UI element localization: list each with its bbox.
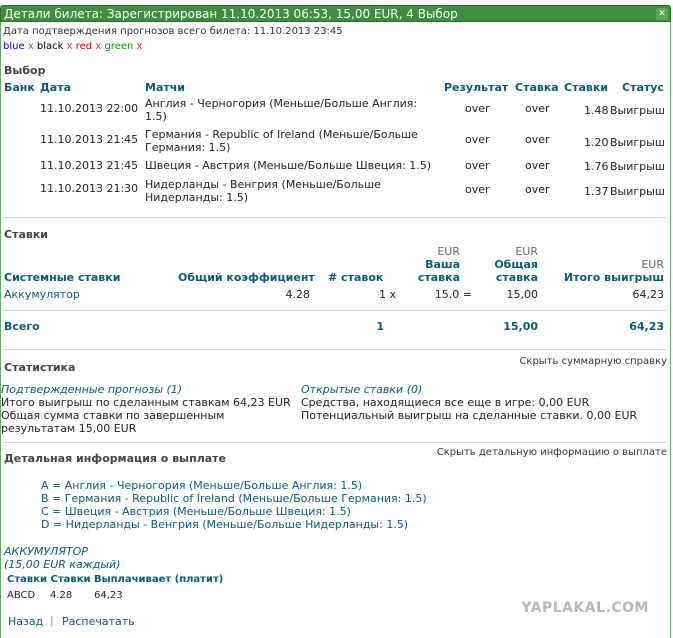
row-4-stake: over (525, 183, 550, 196)
bet-type-accumulator[interactable]: Аккумулятор (4, 288, 80, 301)
confirmed-predictions: Подтвержденные прогнозы (1) (1, 383, 183, 396)
payout-combo: ABCD (7, 590, 36, 601)
color-black-x[interactable]: x (66, 41, 73, 52)
color-red[interactable]: red (75, 41, 93, 52)
row-4-date: 11.10.2013 21:30 (40, 182, 139, 195)
bets-heading: Ставки (4, 228, 49, 241)
your-stake-label-2: ставка (417, 271, 460, 284)
open-bets: Открытые ставки (0) (301, 383, 423, 396)
row-2-odds: 1.20 (584, 136, 609, 149)
col-date: Дата (40, 81, 72, 94)
total-stake-label-1: Общая (494, 258, 538, 271)
row-3-date: 11.10.2013 21:45 (40, 159, 139, 172)
total-stake-label-2: ставка (495, 271, 538, 284)
row-3-odds: 1.76 (584, 160, 609, 173)
color-blue[interactable]: blue (3, 41, 25, 52)
accumulator-title: АККУМУЛЯТОР (4, 545, 88, 558)
row-1-match: Англия - Черногория (Меньше/Больше Англия: (145, 97, 418, 110)
row-1-stake: over (525, 102, 550, 115)
bet-total-stake: 15,00 (506, 288, 538, 301)
col-bank: Банк (4, 81, 35, 94)
watermark: YAPLAKAL.COM (521, 600, 649, 616)
col-bet-count: # ставок (328, 271, 384, 284)
window-title: Детали билета: Зарегистрирован 11.10.2013 06:53, 15,00 EUR, 4 Выбор (4, 7, 458, 21)
stats-heading: Статистика (4, 361, 76, 374)
row-4-odds: 1.37 (584, 185, 609, 198)
row-2-status: Выигрыш (610, 136, 665, 149)
total-label: Всего (4, 320, 40, 333)
legend-a: A = Англия - Черногория (Меньше/Больше Англия: 1.5) (41, 479, 363, 492)
total-count: 1 (376, 320, 384, 333)
col-result: Результат (444, 81, 509, 94)
row-2-match: Германия - Republic of Ireland (Меньше/Больше (145, 128, 418, 141)
payout-heading: Детальная информация о выплате (4, 452, 227, 465)
row-4-result: over (465, 183, 490, 196)
col-match: Матчи (145, 81, 186, 94)
row-2-stake: over (525, 133, 550, 146)
row-4-match-cont: Нидерланды: 1.5) (145, 191, 249, 204)
row-3-result: over (465, 159, 490, 172)
divider (3, 349, 666, 350)
bet-count: 1 x (378, 288, 396, 301)
total-win: 64,23 (629, 320, 664, 333)
potential-win: Потенциальный выигрыш на сделанные ставки. 0,00 EUR (301, 409, 638, 422)
print-link[interactable]: Распечатать (62, 615, 135, 628)
color-black[interactable]: black (36, 41, 64, 52)
payout-table-header: Ставки Ставки Выплачивает (платит) (7, 574, 224, 585)
win-currency: EUR (641, 258, 664, 271)
payout-odds: 4.28 (50, 590, 73, 601)
color-legend (3, 41, 142, 52)
col-total-win: Итого выигрыш (563, 271, 664, 284)
total-stake-text-2: результатам 15,00 EUR (1, 422, 137, 435)
color-blue-x[interactable]: x (27, 41, 34, 52)
row-2-match-cont: Германия: 1.5) (145, 141, 231, 154)
accumulator-sub: (15,00 EUR каждый) (4, 558, 121, 571)
total-stake-currency: EUR (515, 245, 538, 258)
bet-coef: 4.28 (285, 288, 310, 301)
close-icon[interactable]: ✕ (656, 8, 668, 20)
row-1-odds: 1.48 (584, 104, 609, 117)
row-4-status: Выигрыш (610, 185, 665, 198)
back-link[interactable]: Назад (8, 615, 44, 628)
col-status: Статус (622, 81, 664, 94)
row-4-match: Нидерланды - Венгрия (Меньше/Больше (145, 178, 381, 191)
confirm-date: Дата подтверждения прогнозов всего билета: 11.10.2013 23:45 (3, 26, 343, 37)
color-green-x[interactable]: x (136, 41, 143, 52)
selection-heading: Выбор (4, 64, 46, 77)
col-total-coef: Общий коэффициент (178, 271, 315, 284)
footer-separator: | (50, 614, 54, 627)
row-3-status: Выигрыш (610, 160, 665, 173)
bet-stake: 15.0 = (434, 288, 472, 301)
divider (3, 442, 666, 443)
color-red-x[interactable]: x (95, 41, 102, 52)
window-title-bar (0, 5, 671, 22)
row-1-status: Выигрыш (610, 104, 665, 117)
row-1-date: 11.10.2013 22:00 (40, 102, 139, 115)
row-3-match: Швеция - Австрия (Меньше/Больше Швеция: 1.5) (145, 159, 432, 172)
row-3-stake: over (525, 159, 550, 172)
divider (3, 217, 666, 218)
legend-d: D = Нидерланды - Венгрия (Меньше/Больше Нидерланды: 1.5) (41, 518, 409, 531)
your-stake-label-1: Ваша (425, 258, 460, 271)
col-stakes: Ставки (564, 81, 609, 94)
your-stake-currency: EUR (437, 245, 460, 258)
row-1-result: over (465, 102, 490, 115)
legend-c: C = Швеция - Австрия (Меньше/Больше Швеция: 1.5) (41, 505, 351, 518)
total-stake-text-1: Общая сумма ставки по завершенным (1, 409, 225, 422)
bet-win: 64,23 (632, 288, 664, 301)
total-stake: 15,00 (503, 320, 538, 333)
hide-detail-link[interactable]: Скрыть детальную информацию о выплате (436, 447, 667, 458)
row-2-result: over (465, 133, 490, 146)
total-win-text: Итого выигрыш по сделанным ставкам 64,23 EUR (1, 396, 291, 409)
row-2-date: 11.10.2013 21:45 (40, 133, 139, 146)
divider (3, 310, 666, 311)
hide-summary-link[interactable]: Скрыть суммарную справку (519, 356, 667, 367)
row-1-match-cont: 1.5) (145, 110, 167, 123)
payout-pays: 64,23 (94, 590, 123, 601)
funds-in-game: Средства, находящиеся все еще в игре: 0,00 EUR (301, 396, 590, 409)
col-system-bets: Системные ставки (4, 271, 121, 284)
col-stake: Ставка (515, 81, 559, 94)
legend-b: B = Германия - Republic of Ireland (Меньше/Больше Германия: 1.5) (41, 492, 427, 505)
color-green[interactable]: green (104, 41, 134, 52)
